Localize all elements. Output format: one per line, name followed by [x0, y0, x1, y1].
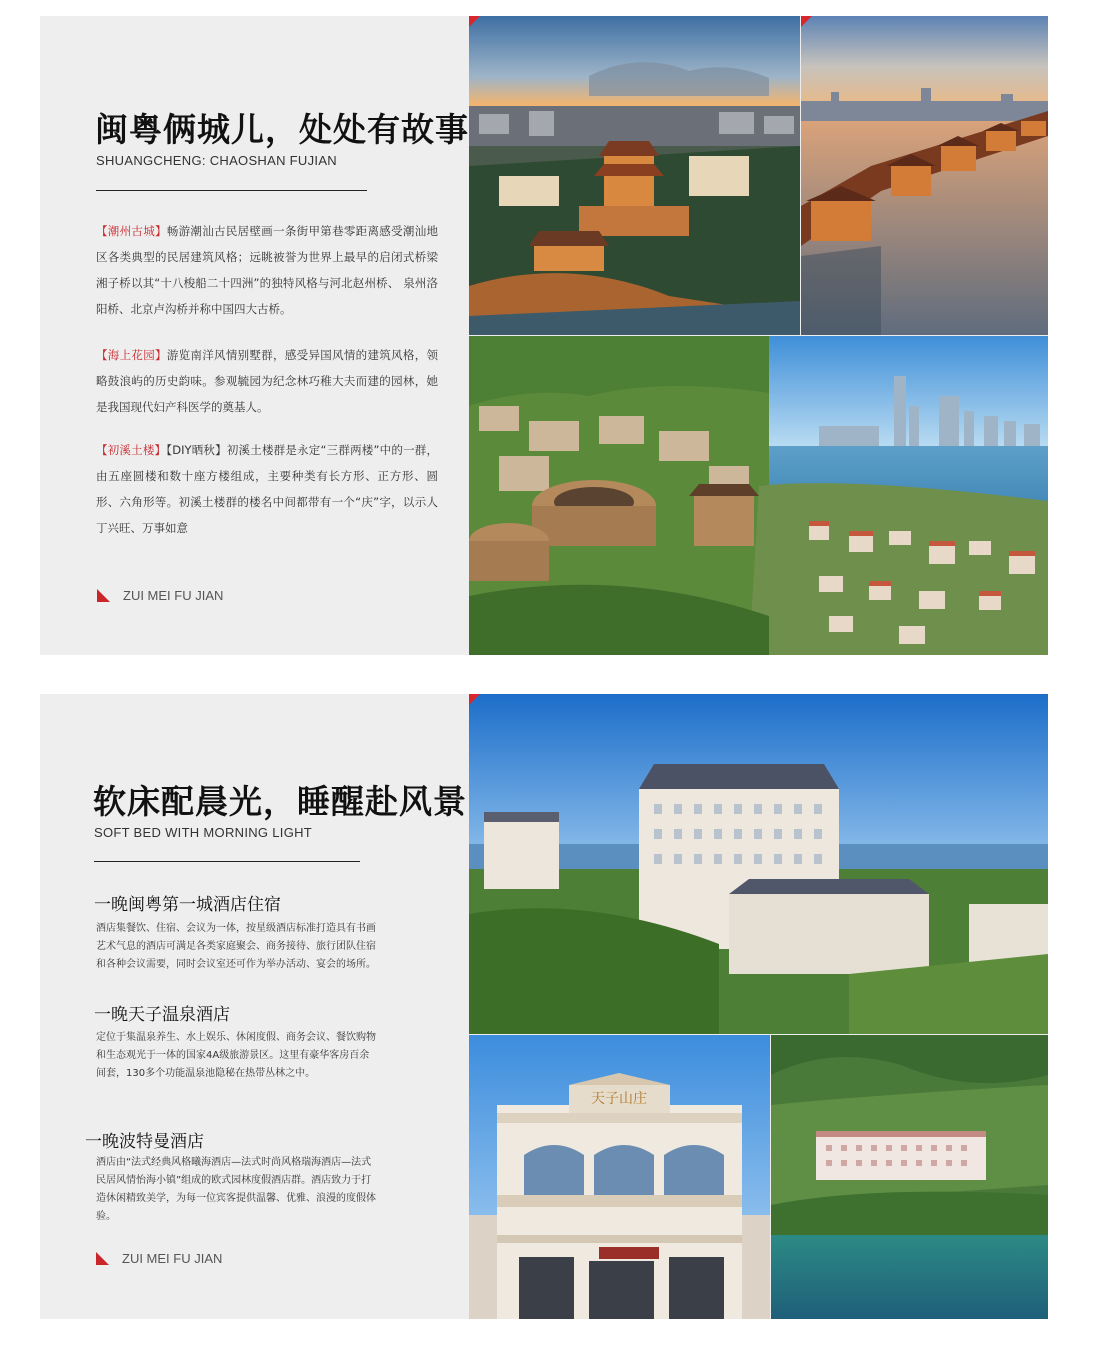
paragraph-text: 畅游潮汕古民居壁画一条街甲第巷零距离感受潮汕地区各类典型的民居建筑风格；远眺被誉为世界上最早的启闭式桥梁湘子桥以其“十八梭船二十四洲”的独特风格与河北赵州桥、 泉州洛阳桥、北京卢沟桥并称中国四大古桥。 — [96, 224, 439, 316]
corner-accent — [469, 16, 480, 27]
footer-brand-text: ZUI MEI FU JIAN — [123, 588, 224, 603]
corner-accent — [469, 694, 480, 705]
photo-guangji-bridge — [801, 16, 1048, 335]
footer-brand — [96, 1251, 296, 1267]
red-triangle-icon — [96, 1252, 109, 1265]
hotel-desc: 酒店集餐饮、住宿、会议为一体，按星级酒店标准打造具有书画艺术气息的酒店可满足各类家庭聚会、商务接待、旅行团队住宿和各种会议需要，同时会议室还可作为举办活动、宴会的场所。 — [96, 923, 376, 970]
hotel-name: 一晚天子温泉酒店 — [94, 1005, 230, 1025]
photo-seaside-castle-hotel — [469, 694, 1048, 1034]
section-title: 软床配晨光，睡醒赴风景 — [93, 782, 467, 821]
hotel-name: 一晚闽粤第一城酒店住宿 — [94, 895, 281, 915]
paragraph-chaozhou — [96, 218, 438, 322]
photo-resort-lakeside — [771, 1035, 1048, 1319]
red-triangle-icon — [97, 589, 110, 602]
paragraph-tag: 【潮州古城】 — [96, 224, 167, 238]
photo-hotel-entrance — [469, 1035, 770, 1319]
footer-brand-text: ZUI MEI FU JIAN — [122, 1251, 223, 1266]
paragraph-gulangyu — [96, 342, 438, 420]
hotel-desc: 定位于集温泉养生、水上娱乐、休闲度假、商务会议、餐饮购物和生态观光于一体的国家4A级旅游景区。这里有豪华客房百余间套，130多个功能温泉池隐秘在热带丛林之中。 — [96, 1032, 376, 1079]
hotel-sign-text: 天子山庄 — [591, 1091, 647, 1107]
paragraph-tag: 【海上花园】 — [96, 348, 167, 362]
paragraph-tulou — [96, 437, 438, 541]
section-subtitle: SOFT BED WITH MORNING LIGHT — [94, 825, 313, 840]
hotel-desc: 酒店由“法式经典风格曦海酒店—法式时尚风格瑞海酒店—法式民居风情怡海小镇”组成的欧式园林度假酒店群。酒店致力于打造休闲精致美学，为每一位宾客提供温馨、优雅、浪漫的度假体验。 — [96, 1157, 376, 1222]
photo-chaozhou-ancient-city — [469, 16, 800, 335]
photo-tulou-gulangyu — [469, 336, 1048, 655]
section-title: 闽粤俩城儿，处处有故事 — [95, 110, 469, 149]
paragraph-text: 【DIY晒秋】初溪土楼群是永定“三群两楼”中的一群，由五座圆楼和数十座方楼组成，主要种类有长方形、正方形、圆形、六角形等。初溪土楼群的楼名中间都带有一个“庆”字，以示人丁兴旺、万事如意 — [96, 443, 439, 535]
title-divider — [96, 190, 367, 191]
footer-brand — [97, 588, 297, 604]
section-subtitle: SHUANGCHENG: CHAOSHAN FUJIAN — [96, 153, 337, 168]
title-divider — [94, 861, 360, 862]
hotel-name: 一晚波特曼酒店 — [85, 1132, 204, 1152]
paragraph-tag: 【初溪土楼】 — [96, 443, 167, 457]
paragraph-text: 游览南洋风情别墅群，感受异国风情的建筑风格，领略鼓浪屿的历史韵味。参观毓园为纪念林巧稚大夫而建的园林，她是我国现代妇产科医学的奠基人。 — [96, 348, 439, 414]
corner-accent — [801, 16, 812, 27]
